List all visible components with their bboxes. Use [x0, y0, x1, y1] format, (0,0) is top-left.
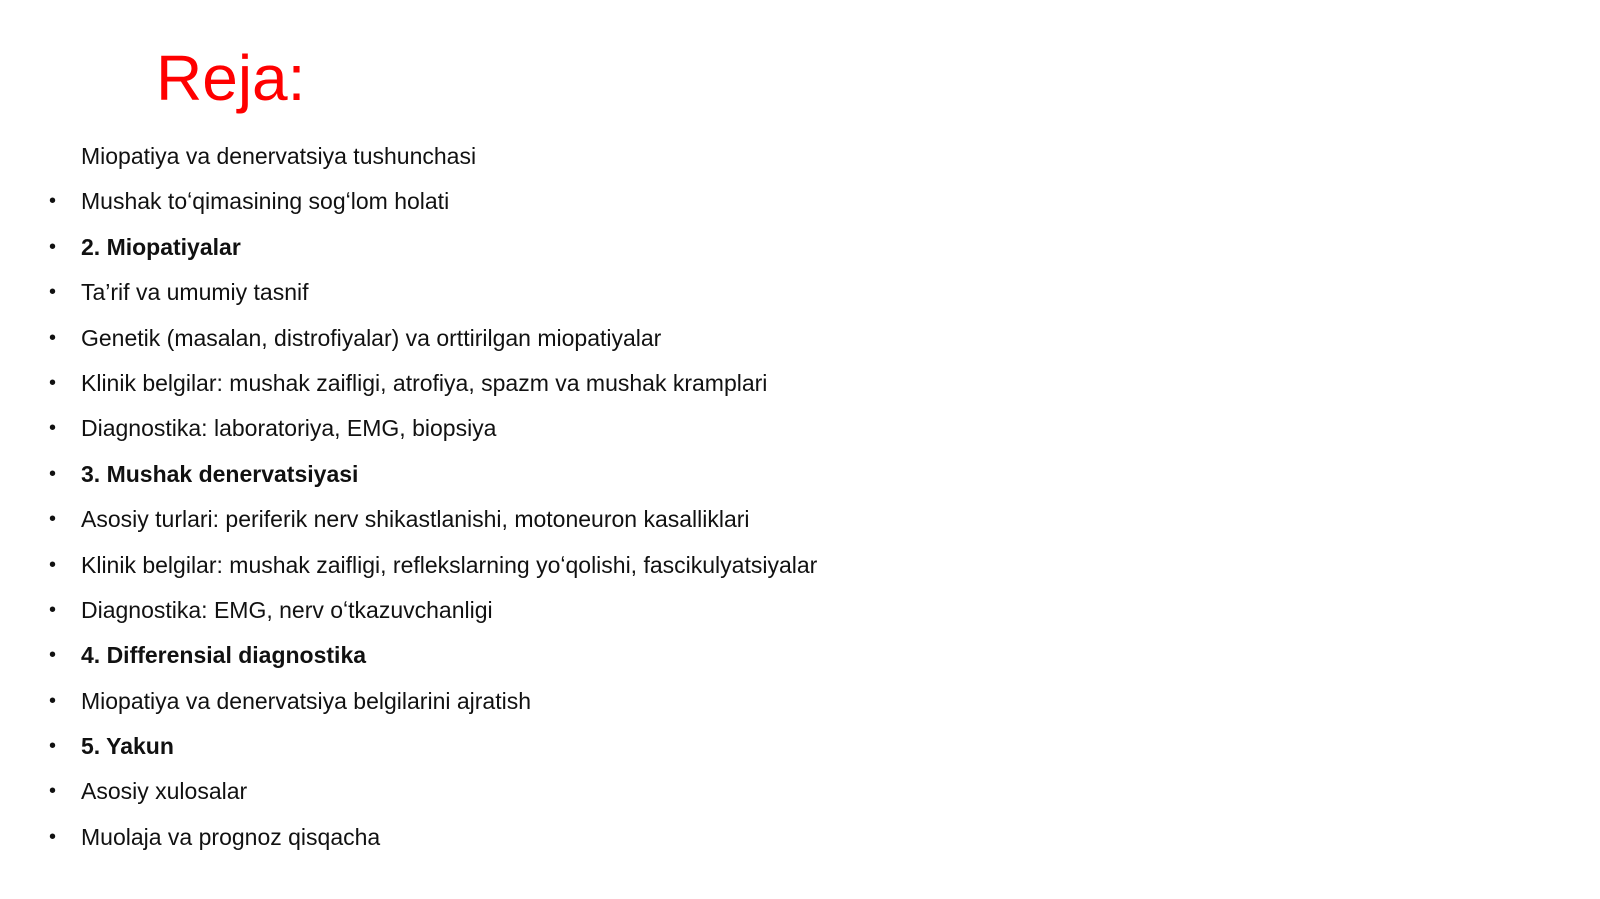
list-item-text: Ta’rif va umumiy tasnif: [81, 279, 309, 306]
list-item-text: Muolaja va prognoz qisqacha: [81, 823, 381, 850]
list-item-text: Klinik belgilar: mushak zaifligi, atrofiya, spazm va mushak kramplari: [81, 369, 768, 396]
bullet-icon: •: [49, 371, 57, 394]
bullet-icon: •: [49, 190, 57, 213]
list-item: [0, 588, 1500, 633]
list-item-text: Genetik (masalan, distrofiyalar) va orttirilgan miopatiyalar: [81, 324, 662, 351]
bullet-icon: •: [49, 462, 57, 485]
list-item-text: Mushak toʻqimasining sogʻlom holati: [81, 188, 450, 215]
list-item: [0, 543, 1500, 588]
outline-list: [0, 134, 1500, 860]
slide-title: Reja:: [156, 42, 306, 114]
section-heading: 4. Differensial diagnostika: [81, 642, 367, 669]
list-item-text: Diagnostika: EMG, nerv oʻtkazuvchanligi: [81, 596, 493, 623]
bullet-icon: •: [49, 326, 57, 349]
list-item: [0, 406, 1500, 451]
list-item-text: Asosiy xulosalar: [81, 778, 248, 805]
list-item: [0, 225, 1500, 270]
bullet-icon: •: [49, 553, 57, 576]
bullet-icon: •: [49, 780, 57, 803]
list-item: [0, 316, 1500, 361]
list-item-text: Miopatiya va denervatsiya belgilarini ajratish: [81, 687, 532, 714]
list-item: [0, 724, 1500, 769]
list-item: [0, 134, 1500, 179]
bullet-icon: •: [49, 235, 57, 258]
list-item: [0, 769, 1500, 814]
bullet-icon: •: [49, 508, 57, 531]
list-item: [0, 679, 1500, 724]
bullet-icon: •: [49, 598, 57, 621]
list-item: [0, 633, 1500, 678]
list-item-text: Miopatiya va denervatsiya tushunchasi: [81, 143, 477, 169]
list-item: [0, 452, 1500, 497]
bullet-icon: •: [49, 825, 57, 848]
list-item-text: Asosiy turlari: periferik nerv shikastlanishi, motoneuron kasalliklari: [81, 506, 750, 533]
bullet-icon: •: [49, 735, 57, 758]
list-item-text: Klinik belgilar: mushak zaifligi, reflekslarning yoʻqolishi, fascikulyatsiyalar: [81, 551, 818, 578]
list-item: [0, 815, 1500, 860]
bullet-icon: •: [49, 644, 57, 667]
section-heading: 5. Yakun: [81, 733, 174, 760]
list-item-text: Diagnostika: laboratoriya, EMG, biopsiya: [81, 415, 497, 442]
section-heading: 3. Mushak denervatsiyasi: [81, 460, 359, 487]
section-heading: 2. Miopatiyalar: [81, 233, 241, 260]
list-item: [0, 497, 1500, 542]
bullet-icon: •: [49, 281, 57, 304]
bullet-icon: •: [49, 689, 57, 712]
bullet-icon: •: [49, 417, 57, 440]
list-item: [0, 361, 1500, 406]
list-item: [0, 270, 1500, 315]
list-item: [0, 179, 1500, 224]
